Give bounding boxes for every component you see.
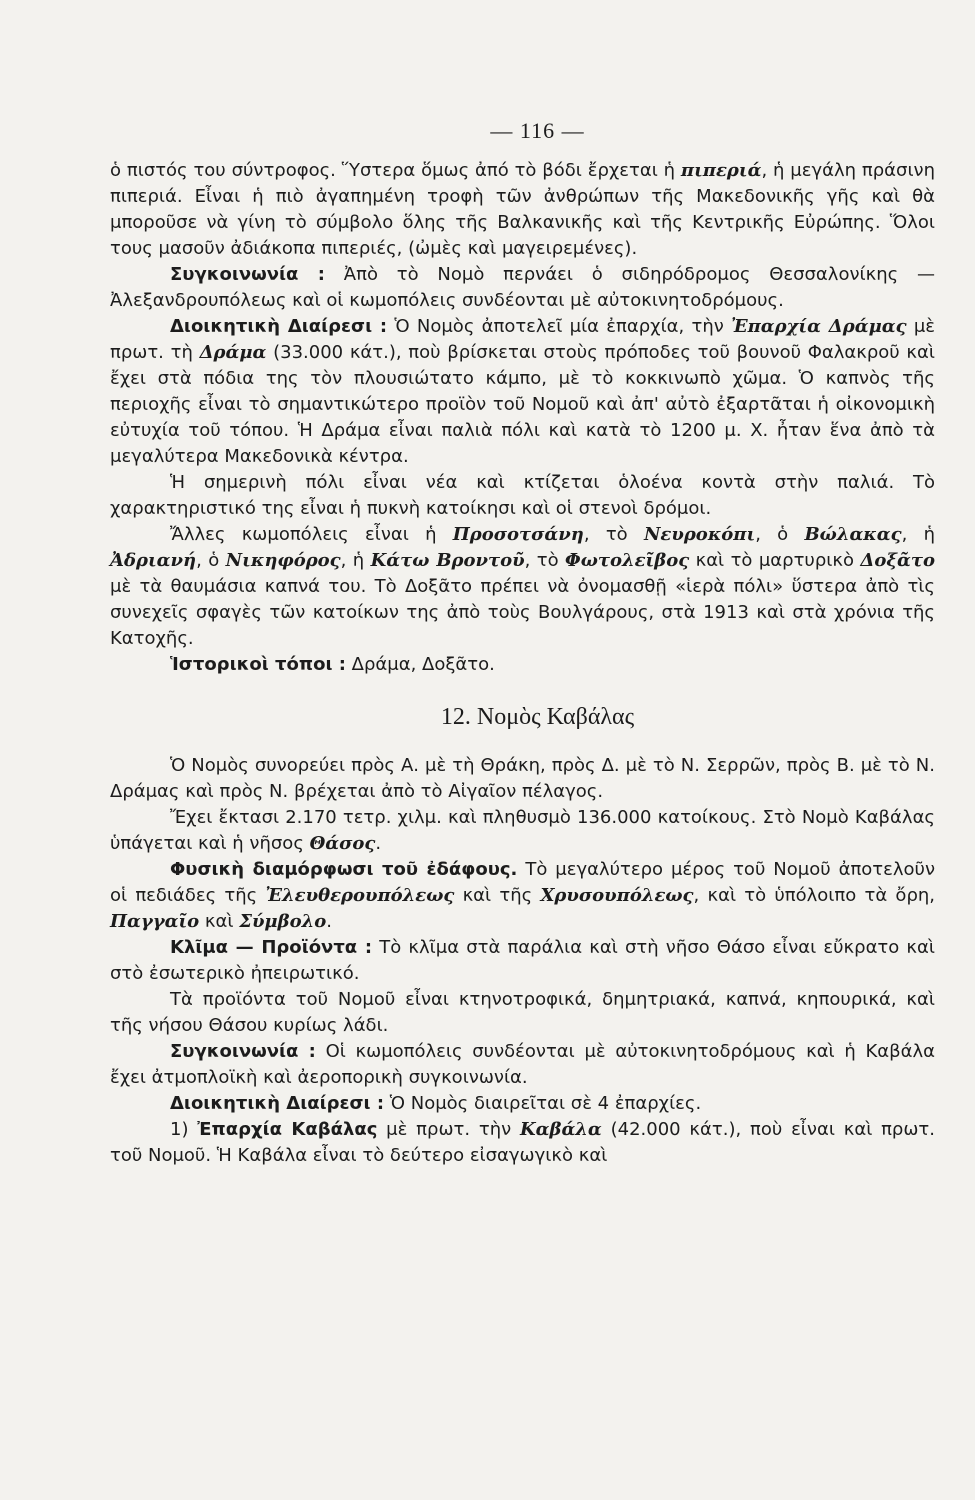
paragraph-admin-kavala	[110, 1091, 935, 1117]
emphasis-term: Νικηφόρος	[225, 550, 341, 571]
text-run: , τὸ	[583, 524, 644, 545]
text-run: , ἡ μεγάλη πράσινη πιπεριά. Εἶναι ἡ πιὸ ἀγαπημένη τροφὴ τῶν ἀνθρώπων τῆς Μακεδονικῆς γῆς καὶ θὰ μποροῦσε νὰ γίνη τὸ σύμβολο ὅλης τῆς Βαλκανικῆς καὶ τῆς Κεντρικῆς Εὐρώπης. Ὅλοι τους μασοῦν ἀδιάκοπα πιπεριές, (ὠμὲς καὶ μαγειρεμένες).	[110, 160, 935, 259]
emphasis-term: Δοξᾶτο	[860, 550, 935, 571]
page-number: — 116 —	[490, 118, 585, 143]
paragraph-other-towns	[110, 522, 935, 652]
text-run: καὶ τὸ μαρτυρικὸ	[689, 550, 861, 571]
paragraph-province-kavala	[110, 1117, 935, 1169]
paragraph-heading: Διοικητικὴ Διαίρεσι :	[170, 316, 388, 337]
emphasis-term: Ἀδριανή	[110, 550, 197, 571]
emphasis-term: Προσοτσάνη	[452, 524, 584, 545]
paragraph-products: Τὰ προϊόντα τοῦ Νομοῦ εἶναι κτηνοτροφικά, δημητριακά, καπνά, κηπουρικά, καὶ τῆς νήσου Θάσου κυρίως λάδι.	[110, 989, 935, 1036]
emphasis-term: Ἐλευθερουπόλεως	[265, 885, 455, 906]
paragraph-terrain	[110, 857, 935, 935]
text-run: , τὸ	[524, 550, 566, 571]
emphasis-term: Ἐπαρχία Δράμας	[731, 316, 907, 337]
emphasis-term: Φωτολεῖβος	[565, 550, 690, 571]
paragraph-heading: Συγκοινωνία :	[170, 264, 325, 285]
text-run: .	[375, 833, 382, 854]
paragraph-heading: Διοικητικὴ Διαίρεσι :	[170, 1093, 385, 1114]
emphasis-term: Δράμα	[199, 342, 267, 363]
list-number: 1)	[170, 1119, 198, 1140]
paragraph-transport-kavala	[110, 1039, 935, 1091]
paragraph-heading: Φυσικὴ διαμόρφωσι τοῦ ἐδάφους.	[170, 859, 518, 880]
text-run: Τὸ μεγαλύτερο μέρος τοῦ Νομοῦ ἀποτελοῦν οἱ πεδιάδες τῆς	[110, 859, 935, 906]
paragraph-transport-drama	[110, 262, 935, 314]
paragraph-area-population	[110, 805, 935, 857]
paragraph-heading: Συγκοινωνία :	[170, 1041, 316, 1062]
text-run: Ἄλλες κωμοπόλεις εἶναι ἡ	[170, 524, 453, 545]
text-run: Τὸ κλῖμα στὰ παράλια καὶ στὴ νῆσο Θάσο εἶναι εὔκρατο καὶ στὸ ἐσωτερικὸ ἠπειρωτικό.	[110, 937, 936, 984]
paragraph-heading: Ἱστορικοὶ τόποι :	[170, 654, 346, 675]
emphasis-term: Σύμβολο	[239, 911, 327, 932]
text-run: , ὁ	[196, 550, 226, 571]
text-run: Ἔχει ἔκτασι 2.170 τετρ. χιλμ. καὶ πληθυσμὸ 136.000 κατοίκους. Στὸ Νομὸ Καβάλας ὑπάγεται καὶ ἡ νῆσος	[110, 807, 935, 854]
emphasis-term: Κάτω Βροντοῦ	[370, 550, 525, 571]
emphasis-term: Βώλακας	[804, 524, 902, 545]
emphasis-term: Παγγαῖο	[110, 911, 200, 932]
paragraph-heading: Κλῖμα — Προϊόντα :	[170, 937, 373, 958]
text-run: μὲ πρωτ. τὴ	[110, 316, 935, 363]
text-run: Δράμα, Δοξᾶτο.	[345, 654, 495, 675]
paragraph-historic-places	[110, 652, 935, 678]
text-run: μὲ τὰ θαυμάσια καπνά του. Τὸ Δοξᾶτο πρέπει νὰ ὀνομασθῇ «ἱερὰ πόλι» ὕστερα ἀπὸ τὶς συνεχεῖς σφαγὲς τῶν κατοίκων της ἀπὸ τοὺς Βουλγάρους, στὰ 1913 καὶ στὰ χρόνια τῆς Κατοχῆς.	[110, 576, 935, 649]
emphasis-term: Θάσος	[309, 833, 376, 854]
text-run: , ἡ	[340, 550, 371, 571]
text-run: (42.000 κάτ.), ποὺ εἶναι καὶ πρωτ. τοῦ Νομοῦ. Ἡ Καβάλα εἶναι τὸ δεύτερο εἰσαγωγικὸ καὶ	[110, 1119, 935, 1166]
paragraph-modern-city: Ἡ σημερινὴ πόλι εἶναι νέα καὶ κτίζεται ὁλοένα κοντὰ στὴν παλιά. Τὸ χαρακτηριστικό της εἶναι ἡ πυκνὴ κατοίκησι καὶ οἱ στενοὶ δρόμοι.	[110, 472, 935, 519]
text-run: μὲ πρωτ. τὴν	[377, 1119, 520, 1140]
paragraph-pepper	[110, 158, 935, 262]
paragraph-heading: Ἐπαρχία Καβάλας	[197, 1119, 378, 1140]
text-run: Ὁ Νομὸς ἀποτελεῖ μία ἐπαρχία, τὴν	[387, 316, 732, 337]
emphasis-term: Νευροκόπι	[643, 524, 756, 545]
emphasis-term: Καβάλα	[520, 1119, 602, 1140]
section-title: 12. Νομὸς Καβάλας	[440, 704, 635, 730]
text-run: (33.000 κάτ.), ποὺ βρίσκεται στοὺς πρόποδες τοῦ βουνοῦ Φαλακροῦ καὶ ἔχει στὰ πόδια της τὸν πλουσιώτατο κάμπο, μὲ τὸ κοκκινωπὸ χῶμα. Ὁ καπνὸς τῆς περιοχῆς εἶναι τὸ σημαντικώτερο προϊὸν τοῦ Νομοῦ καὶ ἀπ' αὐτὸ ἐξαρτᾶται ἡ οἰκονομικὴ εὐτυχία τοῦ τόπου. Ἡ Δράμα εἶναι παλιὰ πόλι καὶ κατὰ τὸ 1200 μ. Χ. ἦταν ἕνα ἀπὸ τὰ μεγαλύτερα Μακεδονικὰ κέντρα.	[110, 342, 935, 467]
emphasis-term: Χρυσουπόλεως	[540, 885, 694, 906]
text-run: .	[326, 911, 332, 932]
emphasis-term: πιπεριά	[680, 160, 762, 181]
text-run: , ἡ	[901, 524, 936, 545]
paragraph-admin-drama	[110, 314, 935, 470]
text-run: καὶ τῆς	[454, 885, 541, 906]
paragraph-climate	[110, 935, 935, 987]
text-run: , ὁ	[755, 524, 805, 545]
text-run: Ὁ Νομὸς διαιρεῖται σὲ 4 ἐπαρχίες.	[384, 1093, 702, 1114]
text-run: Οἱ κωμοπόλεις συνδέονται μὲ αὐτοκινητοδρόμους καὶ ἡ Καβάλα ἔχει ἀτμοπλοϊκὴ καὶ ἀεροπορικὴ συγκοινωνία.	[110, 1041, 935, 1088]
text-run: ὁ πιστός του σύντροφος. Ὕστερα ὅμως ἀπό τὸ βόδι ἔρχεται ἡ	[110, 160, 681, 181]
text-run: , καὶ τὸ ὑπόλοιπο τὰ ὄρη,	[693, 885, 936, 906]
text-run: Ἀπὸ τὸ Νομὸ περνάει ὁ σιδηρόδρομος Θεσσαλονίκης — Ἀλεξανδρουπόλεως καὶ οἱ κωμοπόλεις συνδέονται μὲ αὐτοκινητοδρόμους.	[110, 264, 935, 311]
text-run: καὶ	[199, 911, 240, 932]
paragraph-borders: Ὁ Νομὸς συνορεύει πρὸς Α. μὲ τὴ Θράκη, πρὸς Δ. μὲ τὸ Ν. Σερρῶν, πρὸς Β. μὲ τὸ Ν. Δράμας καὶ πρὸς Ν. βρέχεται ἀπὸ τὸ Αἰγαῖον πέλαγος.	[110, 755, 935, 802]
